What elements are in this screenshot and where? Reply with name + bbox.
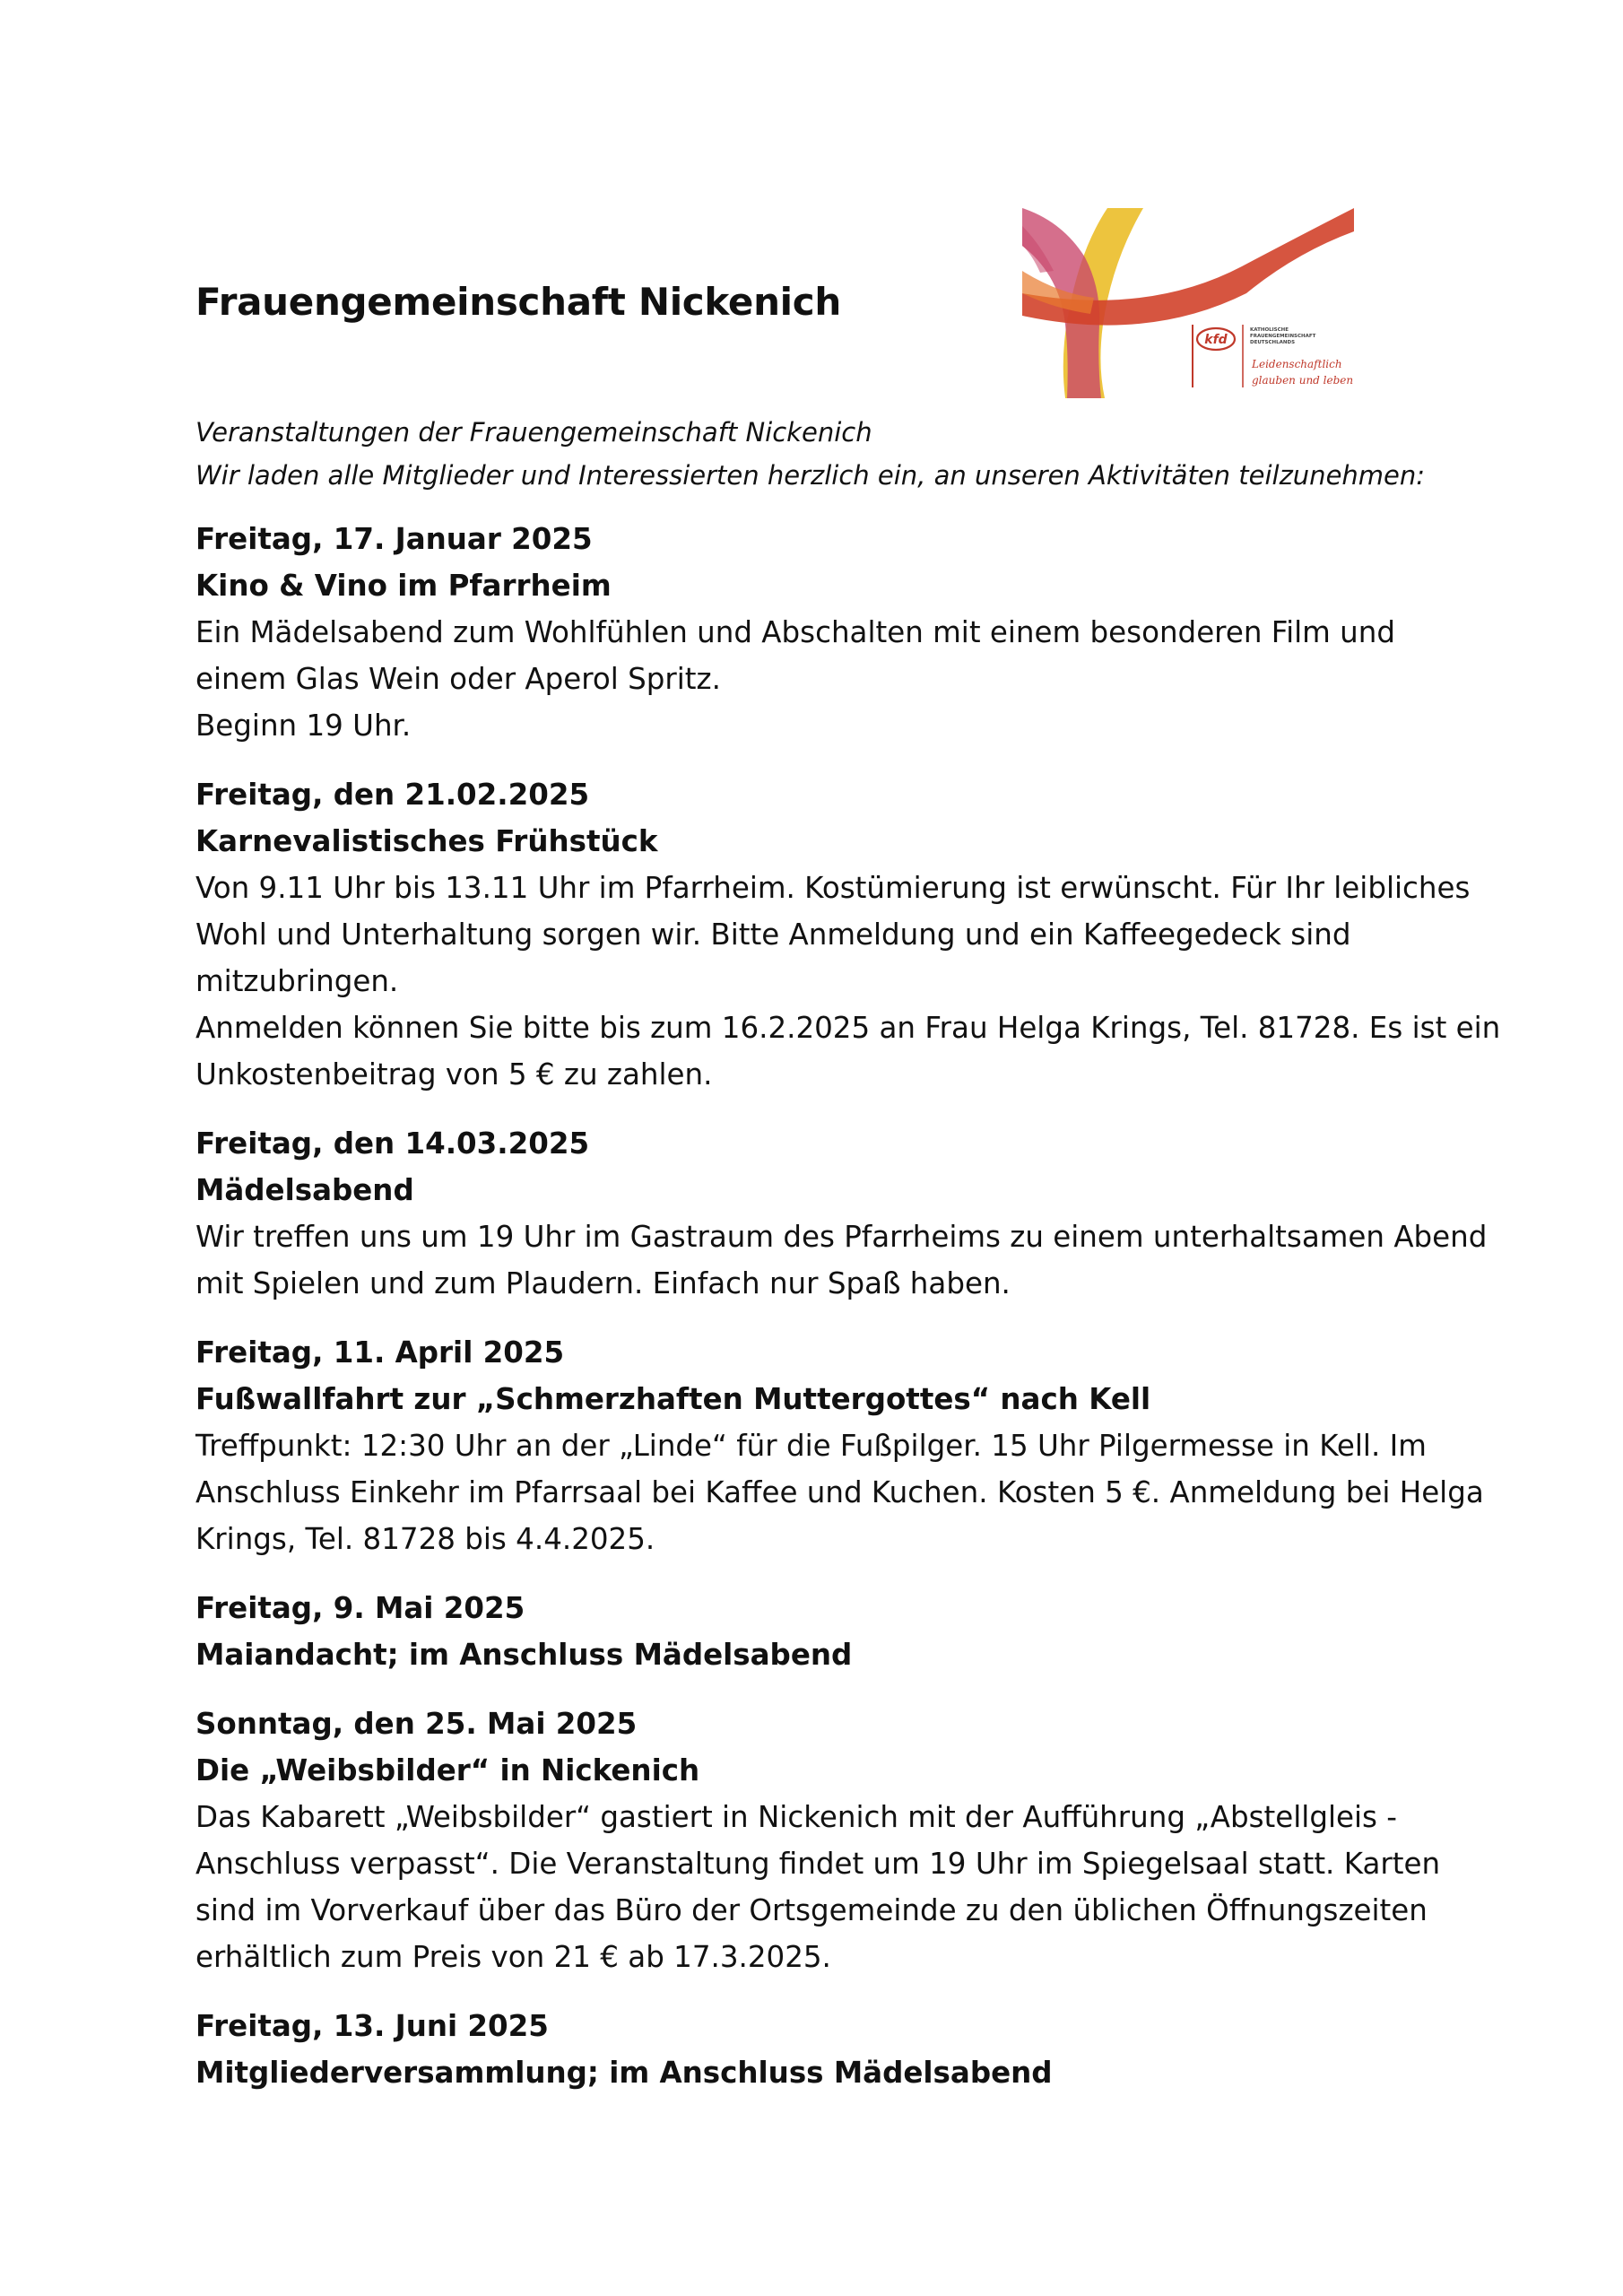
event-title: Die „Weibsbilder“ in Nickenich [195,1753,700,1787]
event-description-line: mit Spielen und zum Plaudern. Einfach nur Spaß haben. [195,1266,1011,1300]
event-date: Freitag, 11. April 2025 [195,1335,565,1370]
event-description-line: mitzubringen. [195,964,399,998]
event-description-line: Anschluss Einkehr im Pfarrsaal bei Kaffee und Kuchen. Kosten 5 €. Anmeldung bei Helga [195,1475,1484,1509]
event-date: Freitag, den 21.02.2025 [195,778,590,812]
event-description-line: Treffpunkt: 12:30 Uhr an der „Linde“ für die Fußpilger. 15 Uhr Pilgermesse in Kell. Im [195,1429,1427,1463]
event-item [195,1329,1484,1562]
event-description-line: erhältlich zum Preis von 21 € ab 17.3.2025. [195,1940,831,1974]
event-item [195,1120,1488,1307]
event-title: Mädelsabend [195,1173,414,1207]
page-title: Frauengemeinschaft Nickenich [195,280,841,324]
intro-line: Veranstaltungen der Frauengemeinschaft Nickenich [195,417,872,448]
event-date: Sonntag, den 25. Mai 2025 [195,1707,638,1741]
event-description-line: Anschluss verpasst“. Die Veranstaltung findet um 19 Uhr im Spiegelsaal statt. Karten [195,1847,1441,1881]
logo-script-line-1: Leidenschaftlich [1252,358,1342,370]
event-item [195,516,1451,749]
event-description-line: Wir treffen uns um 19 Uhr im Gastraum des Pfarrheims zu einem unterhaltsamen Abend [195,1220,1488,1254]
logo-org-line-1: KATHOLISCHE [1250,327,1289,333]
event-list [195,516,1501,2118]
event-description-line: Beginn 19 Uhr. [195,709,412,743]
event-date: Freitag, 9. Mai 2025 [195,1591,525,1625]
logo-org-line-2: FRAUENGEMEINSCHAFT [1250,334,1316,339]
event-title: Fußwallfahrt zur „Schmerzhaften Muttergottes“ nach Kell [195,1382,1151,1416]
event-description-line: Das Kabarett „Weibsbilder“ gastiert in Nickenich mit der Aufführung „Abstellgleis - [195,1800,1398,1834]
event-item [195,1585,1451,1678]
event-item [195,1700,1451,1980]
event-description-line: Ein Mädelsabend zum Wohlfühlen und Abschalten mit einem besonderen Film und [195,615,1395,649]
event-item [195,771,1501,1098]
event-description-line: Unkostenbeitrag von 5 € zu zahlen. [195,1057,713,1091]
event-item [195,2003,1451,2096]
event-date: Freitag, den 14.03.2025 [195,1126,590,1161]
event-description-line: einem Glas Wein oder Aperol Spritz. [195,662,721,696]
event-title: Mitgliederversammlung; im Anschluss Mädelsabend [195,2056,1053,2090]
intro-line: Wir laden alle Mitglieder und Interessierten herzlich ein, an unseren Aktivitäten teilzunehmen: [195,460,1426,491]
kfd-logo [1022,208,1354,398]
event-title: Maiandacht; im Anschluss Mädelsabend [195,1638,853,1672]
event-description-line: Krings, Tel. 81728 bis 4.4.2025. [195,1522,655,1556]
kfd-badge-text: kfd [1204,333,1228,347]
event-title: Kino & Vino im Pfarrheim [195,569,612,603]
event-description-line: Anmelden können Sie bitte bis zum 16.2.2025 an Frau Helga Krings, Tel. 81728. Es ist ein [195,1011,1501,1045]
intro [195,411,1451,497]
event-date: Freitag, 13. Juni 2025 [195,2009,549,2043]
event-description-line: sind im Vorverkauf über das Büro der Ortsgemeinde zu den üblichen Öffnungszeiten [195,1893,1428,1927]
logo-script-line-2: glauben und leben [1252,374,1354,387]
event-description-line: Wohl und Unterhaltung sorgen wir. Bitte Anmeldung und ein Kaffeegedeck sind [195,918,1351,952]
logo-org-line-3: DEUTSCHLANDS [1250,340,1296,345]
event-description-line: Von 9.11 Uhr bis 13.11 Uhr im Pfarrheim. Kostümierung ist erwünscht. Für Ihr leibliches [195,871,1471,905]
event-date: Freitag, 17. Januar 2025 [195,522,593,556]
event-title: Karnevalistisches Frühstück [195,824,658,858]
